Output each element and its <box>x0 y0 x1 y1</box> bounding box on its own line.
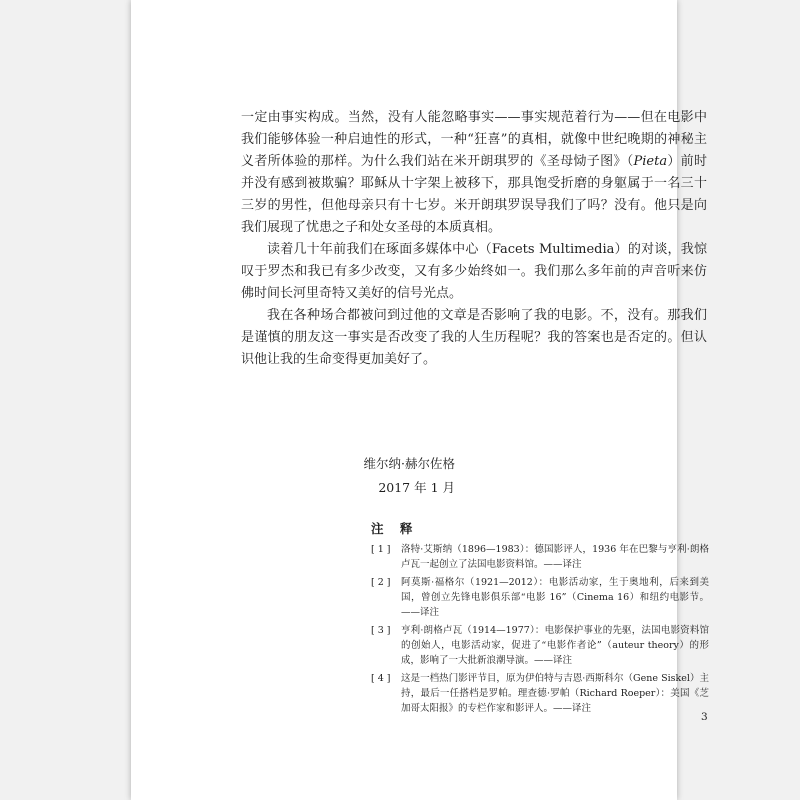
author-name: 维尔纳·赫尔佐格 <box>363 456 455 471</box>
note-item <box>371 542 709 572</box>
note-number: [ 2 ] <box>371 577 391 588</box>
italic-title: Pieta <box>633 154 668 169</box>
note-number: [ 3 ] <box>371 625 391 636</box>
note-text: 洛特·艾斯纳（1896—1983）：德国影评人，1936 年在巴黎与亨利·朗格卢瓦一起创立了法国电影资料馆。——译注 <box>401 544 709 570</box>
paragraph-3: 我在各种场合都被问到过他的文章是否影响了我的电影。不，没有。那我们是谨慎的朋友这一事实是否改变了我的人生历程呢？我的答案也是否定的。但认识他让我的生命变得更加美好了。 <box>241 308 707 367</box>
notes-heading: 注 释 <box>371 521 419 536</box>
notes-list <box>371 542 709 719</box>
signature-date: 2017 年 1 月 <box>378 480 455 495</box>
note-number: [ 1 ] <box>371 544 391 555</box>
paragraph-2: 读着几十年前我们在琢面多媒体中心（Facets Multimedia）的对谈，我惊叹于罗杰和我已有多少改变，又有多少始终如一。我们那么多年前的声音听来仿佛时间长河里奇特又美好的信号光点。 <box>241 242 707 301</box>
page-number: 3 <box>701 711 708 723</box>
note-number: [ 4 ] <box>371 673 391 684</box>
signature-block <box>364 452 455 500</box>
note-text: 阿莫斯·福格尔（1921—2012）：电影活动家，生于奥地利，后来到美国，曾创立先锋电影俱乐部“电影 16”（Cinema 16）和纽约电影节。——译注 <box>401 577 709 618</box>
note-item <box>371 671 709 716</box>
main-text <box>241 107 707 371</box>
paragraph-1 <box>241 107 707 239</box>
paragraph-1-text-cont: ）前时并没有感到被欺骗？耶稣从十字架上被移下，那具饱受折磨的身躯属于一名三十三岁的男性，但他母亲只有十七岁。米开朗琪罗误导我们了吗？没有。他只是向我们展现了忧患之子和处女圣母的本质真相。 <box>241 154 707 235</box>
note-item <box>371 575 709 620</box>
note-text: 亨利·朗格卢瓦（1914—1977）：电影保护事业的先驱，法国电影资料馆的创始人，电影活动家，促进了“电影作者论”（auteur theory）的形成，影响了一大批新浪潮导演。——译注 <box>401 625 709 666</box>
book-page <box>131 0 709 800</box>
note-text: 这是一档热门影评节目，原为伊伯特与吉恩·西斯科尔（Gene Siskel）主持，最后一任搭档是罗帕。理查德·罗帕（Richard Roeper）：美国《芝加哥太阳报》的专栏作家和影评人。——译注 <box>401 673 709 714</box>
note-item <box>371 623 709 668</box>
paragraph-1-text: 一定由事实构成。当然，没有人能忽略事实——事实规范着行为——但在电影中我们能够体验一种启迪性的形式，一种“狂喜”的真相，就像中世纪晚期的神秘主义者所体验的那样。为什么我们站在米开朗琪罗的《圣母恸子图》（ <box>241 110 707 169</box>
